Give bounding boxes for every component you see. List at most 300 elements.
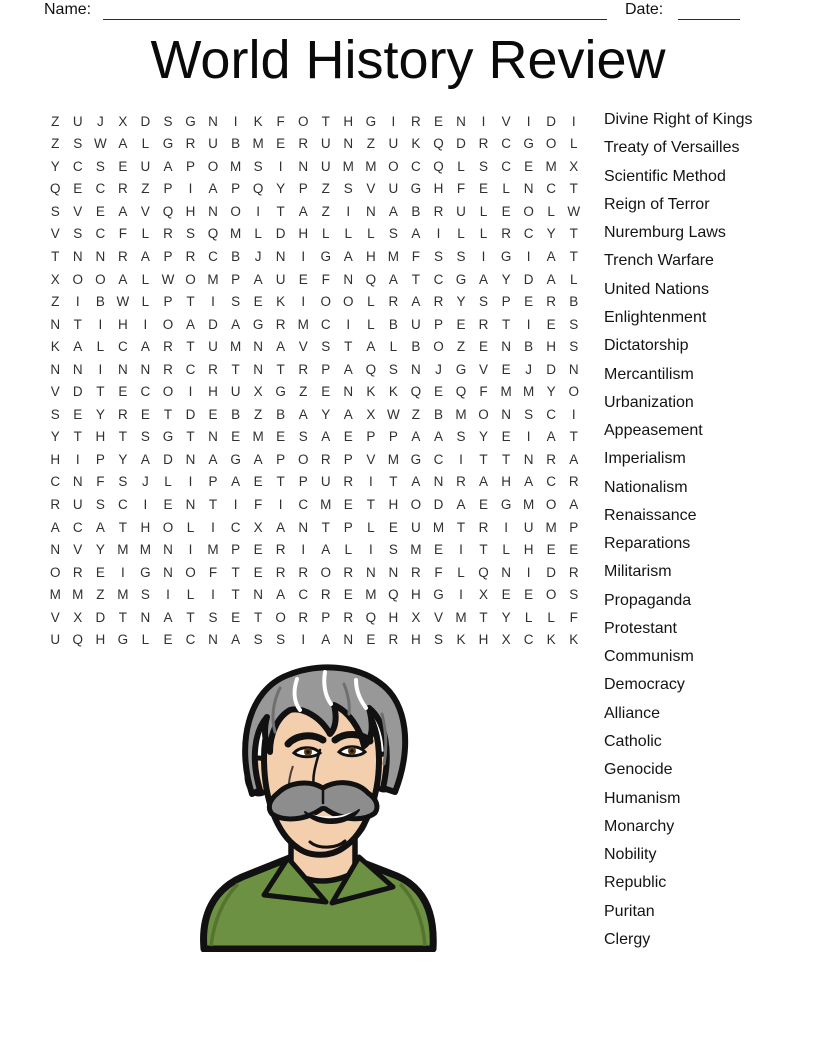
grid-letter: Q [365, 361, 377, 377]
grid-letter: H [185, 203, 196, 219]
grid-letter: U [140, 158, 151, 174]
grid-letter: N [523, 181, 534, 197]
grid-letter: O [162, 519, 174, 535]
grid-letter: T [73, 316, 82, 332]
grid-letter: E [253, 474, 263, 490]
grid-letter: C [118, 496, 128, 512]
grid-letter: M [72, 587, 84, 603]
word-list-item: Trench Warfare [604, 252, 714, 270]
grid-letter: L [569, 271, 578, 287]
grid-letter: H [388, 609, 399, 625]
grid-letter: E [479, 496, 489, 512]
grid-letter: X [411, 609, 421, 625]
grid-letter: S [186, 226, 196, 242]
stalin-illustration [196, 648, 440, 952]
grid-letter: J [96, 113, 104, 129]
grid-letter: G [523, 136, 534, 152]
grid-letter: A [118, 203, 128, 219]
grid-letter: P [231, 271, 241, 287]
grid-letter: K [546, 632, 556, 648]
grid-letter: O [297, 113, 309, 129]
grid-letter: M [117, 542, 129, 558]
grid-letter: E [231, 429, 241, 445]
grid-letter: M [229, 339, 242, 355]
grid-letter: R [50, 496, 61, 512]
grid-letter: E [433, 113, 443, 129]
grid-letter: H [411, 587, 421, 603]
word-list-item: Puritan [604, 902, 655, 920]
grid-letter: W [161, 271, 175, 287]
grid-row [44, 583, 585, 606]
grid-letter: Y [479, 429, 489, 445]
grid-letter: I [143, 496, 148, 512]
grid-letter: O [320, 564, 332, 580]
word-list-item: Genocide [604, 761, 673, 779]
grid-letter: S [208, 609, 218, 625]
grid-letter: M [387, 249, 399, 264]
grid-letter: W [567, 203, 581, 219]
grid-letter: Y [501, 609, 511, 625]
grid-letter: N [118, 361, 128, 377]
grid-letter: W [93, 136, 107, 152]
grid-letter: E [118, 384, 128, 400]
grid-letter: K [411, 136, 421, 152]
grid-letter: I [188, 384, 193, 400]
grid-letter: A [321, 542, 331, 558]
word-list-item: Catholic [604, 732, 662, 750]
grid-row [44, 538, 585, 561]
name-label: Name: [44, 1, 92, 18]
grid-letter: C [501, 136, 511, 152]
grid-letter: S [569, 339, 579, 355]
grid-letter: V [140, 203, 150, 219]
grid-letter: C [72, 158, 83, 174]
grid-letter: M [229, 158, 242, 174]
grid-letter: S [343, 181, 353, 197]
grid-letter: A [411, 294, 421, 310]
grid-letter: D [546, 361, 557, 377]
word-list-item: Nuremburg Laws [604, 224, 726, 242]
grid-letter: E [163, 632, 173, 648]
grid-letter: X [479, 587, 489, 603]
grid-letter: O [162, 316, 174, 332]
grid-letter: A [411, 226, 421, 242]
grid-letter: L [524, 609, 533, 625]
grid-letter: N [163, 542, 173, 558]
name-blank-line [103, 2, 607, 20]
grid-letter: E [524, 294, 534, 310]
grid-letter: L [457, 226, 465, 242]
grid-letter: F [479, 384, 488, 400]
grid-letter: E [479, 339, 489, 355]
grid-letter: I [391, 113, 396, 129]
grid-letter: O [50, 564, 61, 580]
grid-letter: I [368, 542, 373, 558]
grid-letter: F [96, 474, 105, 490]
grid-letter: N [72, 361, 83, 377]
grid-letter: K [50, 339, 60, 355]
grid-letter: T [163, 406, 173, 422]
grid-letter: V [298, 339, 308, 355]
grid-letter: Y [95, 406, 105, 422]
grid-letter: B [231, 136, 241, 152]
grid-letter: N [163, 564, 173, 580]
grid-letter: P [276, 451, 286, 467]
grid-letter: M [432, 519, 445, 535]
grid-row [44, 380, 585, 403]
grid-letter: A [569, 451, 579, 467]
grid-letter: R [118, 181, 128, 197]
grid-letter: Q [365, 609, 377, 625]
grid-letter: N [501, 339, 511, 355]
grid-letter: L [344, 226, 353, 242]
grid-letter: D [140, 113, 151, 129]
grid-letter: I [301, 294, 306, 310]
grid-letter: O [230, 203, 241, 219]
grid-letter: A [321, 632, 331, 648]
date-label: Date: [625, 1, 664, 18]
grid-letter: U [208, 136, 218, 152]
grid-letter: B [433, 406, 443, 422]
grid-letter: H [118, 316, 128, 332]
grid-letter: A [524, 474, 534, 490]
grid-row [44, 561, 585, 584]
grid-letter: N [253, 587, 263, 603]
grid-letter: L [502, 542, 510, 558]
grid-letter: I [459, 542, 463, 558]
grid-letter: Q [72, 632, 84, 648]
grid-letter: I [166, 587, 170, 603]
word-list-item: Treaty of Versailles [604, 139, 740, 157]
grid-letter: O [162, 384, 174, 400]
grid-letter: H [411, 632, 421, 648]
grid-letter: T [344, 339, 353, 355]
grid-letter: E [321, 384, 331, 400]
grid-letter: A [366, 339, 376, 355]
grid-letter: O [72, 271, 84, 287]
grid-letter: Q [410, 384, 422, 400]
grid-letter: U [523, 519, 534, 535]
grid-letter: I [526, 564, 531, 580]
grid-letter: G [500, 496, 512, 512]
grid-letter: J [142, 474, 149, 490]
grid-letter: C [185, 632, 196, 648]
grid-letter: T [73, 429, 82, 445]
grid-letter: A [231, 474, 241, 490]
grid-letter: D [163, 451, 173, 467]
grid-letter: D [185, 406, 196, 422]
grid-letter: G [140, 564, 151, 580]
grid-letter: R [343, 609, 354, 625]
grid-letter: U [456, 203, 466, 219]
word-list-item: Clergy [604, 930, 651, 948]
grid-letter: F [254, 496, 263, 512]
grid-letter: I [346, 316, 351, 332]
grid-letter: A [411, 474, 421, 490]
grid-letter: N [568, 361, 579, 377]
grid-letter: Y [50, 158, 60, 174]
grid-letter: R [411, 113, 421, 129]
word-list-item: Enlightenment [604, 308, 707, 326]
grid-letter: I [75, 294, 80, 310]
grid-letter: E [479, 181, 489, 197]
grid-letter: R [433, 294, 444, 310]
grid-letter: L [141, 136, 150, 152]
grid-letter: M [139, 542, 152, 558]
grid-row [44, 493, 585, 516]
grid-letter: R [388, 294, 399, 310]
grid-letter: A [140, 451, 150, 467]
grid-letter: M [545, 519, 557, 535]
grid-letter: D [456, 136, 466, 152]
grid-letter: H [523, 542, 534, 558]
grid-row [44, 403, 585, 426]
grid-letter: M [252, 136, 264, 152]
grid-letter: T [96, 384, 105, 400]
grid-letter: T [186, 339, 195, 355]
grid-letter: N [343, 271, 354, 287]
grid-letter: N [275, 249, 286, 264]
grid-letter: T [321, 519, 330, 535]
grid-letter: T [479, 609, 488, 625]
grid-letter: F [456, 181, 466, 197]
grid-letter: S [321, 339, 331, 355]
grid-letter: L [547, 609, 555, 625]
grid-letter: A [163, 158, 173, 174]
grid-letter: S [433, 632, 443, 648]
grid-letter: E [456, 316, 466, 332]
grid-letter: K [456, 632, 466, 648]
grid-letter: N [72, 249, 83, 264]
grid-letter: F [321, 271, 330, 287]
grid-letter: L [457, 564, 465, 580]
grid-letter: X [569, 158, 579, 174]
grid-letter: C [95, 181, 106, 197]
grid-letter: D [546, 564, 557, 580]
grid-letter: N [343, 384, 354, 400]
right-pupil [350, 749, 354, 753]
grid-letter: Q [207, 226, 219, 242]
grid-letter: P [163, 294, 173, 310]
grid-letter: Y [321, 406, 331, 422]
grid-letter: V [433, 609, 443, 625]
grid-letter: F [208, 564, 218, 580]
grid-letter: P [343, 451, 353, 467]
grid-letter: V [479, 361, 489, 377]
grid-letter: V [73, 542, 83, 558]
grid-letter: Z [321, 203, 330, 219]
grid-letter: Y [456, 294, 466, 310]
grid-letter: T [479, 451, 488, 467]
grid-letter: F [569, 609, 578, 625]
grid-letter: U [411, 316, 421, 332]
grid-letter: R [546, 451, 557, 467]
grid-letter: Q [365, 271, 377, 287]
grid-letter: O [343, 294, 354, 310]
grid-letter: Q [388, 587, 399, 603]
grid-letter: C [230, 519, 241, 535]
grid-letter: K [388, 384, 398, 400]
grid-letter: A [208, 451, 218, 467]
grid-letter: A [140, 339, 150, 355]
grid-letter: B [411, 203, 421, 219]
grid-letter: D [275, 226, 286, 242]
word-list-item: Renaissance [604, 506, 697, 524]
grid-letter: M [229, 226, 242, 242]
grid-letter: S [50, 406, 60, 422]
grid-letter: G [230, 451, 241, 467]
grid-letter: V [50, 226, 60, 242]
grid-letter: C [298, 496, 309, 512]
grid-row [44, 155, 585, 178]
grid-letter: N [411, 361, 421, 377]
grid-letter: B [388, 316, 398, 332]
grid-letter: O [320, 294, 332, 310]
grid-letter: A [433, 429, 443, 445]
grid-letter: N [523, 451, 534, 467]
grid-letter: R [478, 136, 489, 152]
grid-letter: O [207, 158, 219, 174]
grid-letter: I [301, 249, 306, 264]
grid-letter: P [95, 451, 105, 467]
grid-letter: H [95, 429, 106, 445]
grid-letter: S [276, 632, 286, 648]
grid-letter: T [276, 203, 285, 219]
grid-letter: G [320, 249, 332, 264]
grid-letter: L [186, 519, 195, 535]
grid-letter: S [253, 632, 263, 648]
word-list-item: Urbanization [604, 393, 694, 411]
grid-letter: S [388, 361, 398, 377]
grid-letter: I [233, 496, 238, 512]
grid-letter: B [276, 406, 286, 422]
grid-letter: R [433, 203, 444, 219]
grid-letter: J [435, 361, 442, 377]
grid-letter: O [410, 496, 422, 512]
grid-letter: C [208, 249, 218, 264]
grid-letter: E [208, 406, 218, 422]
grid-letter: Z [411, 406, 421, 422]
grid-letter: R [320, 587, 331, 603]
grid-letter: S [298, 429, 308, 445]
grid-letter: E [388, 519, 398, 535]
grid-letter: E [343, 429, 353, 445]
grid-letter: N [433, 474, 444, 490]
grid-letter: A [298, 406, 308, 422]
grid-letter: P [569, 519, 579, 535]
grid-letter: M [387, 451, 399, 467]
grid-letter: R [275, 564, 286, 580]
grid-letter: T [186, 429, 195, 445]
grid-letter: I [481, 249, 486, 264]
grid-letter: R [72, 564, 83, 580]
grid-letter: M [342, 158, 354, 174]
grid-letter: E [524, 158, 534, 174]
grid-letter: U [275, 271, 286, 287]
grid-letter: A [343, 361, 353, 377]
grid-letter: X [501, 632, 511, 648]
grid-letter: O [95, 271, 106, 287]
grid-letter: S [231, 294, 241, 310]
grid-letter: S [569, 587, 579, 603]
grid-letter: S [479, 294, 489, 310]
grid-letter: S [253, 158, 263, 174]
grid-letter: Z [366, 136, 375, 152]
grid-row [44, 133, 585, 156]
grid-letter: T [501, 451, 511, 467]
grid-row [44, 200, 585, 223]
grid-letter: E [118, 158, 128, 174]
grid-letter: G [410, 451, 422, 467]
grid-letter: P [231, 181, 241, 197]
grid-letter: V [50, 384, 60, 400]
grid-letter: G [185, 113, 196, 129]
grid-letter: U [72, 113, 83, 129]
grid-letter: C [140, 384, 151, 400]
grid-letter: Z [51, 136, 60, 152]
grid-letter: C [523, 226, 534, 242]
grid-letter: I [346, 203, 351, 219]
word-list-item: Reign of Terror [604, 195, 710, 213]
grid-letter: T [186, 294, 195, 310]
grid-letter: U [320, 136, 331, 152]
word-list-item: Appeasement [604, 422, 703, 440]
grid-letter: O [185, 564, 196, 580]
grid-letter: I [188, 474, 193, 490]
grid-letter: B [411, 339, 421, 355]
grid-letter: R [298, 609, 309, 625]
grid-letter: I [526, 113, 531, 129]
stalin-svg [196, 648, 440, 952]
grid-letter: U [320, 158, 331, 174]
grid-letter: E [253, 564, 263, 580]
grid-letter: L [186, 587, 195, 603]
grid-letter: N [208, 113, 218, 129]
grid-letter: H [343, 113, 354, 129]
grid-letter: H [50, 451, 61, 467]
grid-row [44, 110, 585, 133]
grid-letter: S [433, 249, 443, 264]
grid-letter: E [95, 564, 105, 580]
grid-letter: N [501, 564, 511, 580]
grid-letter: I [526, 316, 531, 332]
grid-letter: O [388, 158, 399, 174]
grid-letter: N [456, 113, 466, 129]
grid-letter: B [231, 406, 241, 422]
word-list-item: Nationalism [604, 478, 688, 496]
word-list-item: Nobility [604, 846, 657, 864]
grid-letter: M [49, 587, 61, 603]
grid-letter: N [208, 203, 218, 219]
grid-letter: I [188, 181, 193, 197]
grid-letter: S [95, 158, 105, 174]
grid-letter: A [569, 496, 579, 512]
grid-letter: C [185, 361, 196, 377]
grid-letter: L [367, 226, 375, 242]
grid-letter: C [411, 158, 421, 174]
grid-letter: C [433, 271, 444, 287]
grid-letter: L [502, 181, 510, 197]
grid-letter: E [501, 203, 511, 219]
grid-letter: G [275, 384, 286, 400]
grid-letter: E [73, 181, 83, 197]
grid-letter: B [231, 249, 241, 264]
grid-letter: E [501, 429, 511, 445]
grid-letter: C [118, 339, 128, 355]
grid-letter: M [297, 316, 309, 332]
grid-letter: S [479, 158, 489, 174]
grid-letter: A [276, 587, 286, 603]
